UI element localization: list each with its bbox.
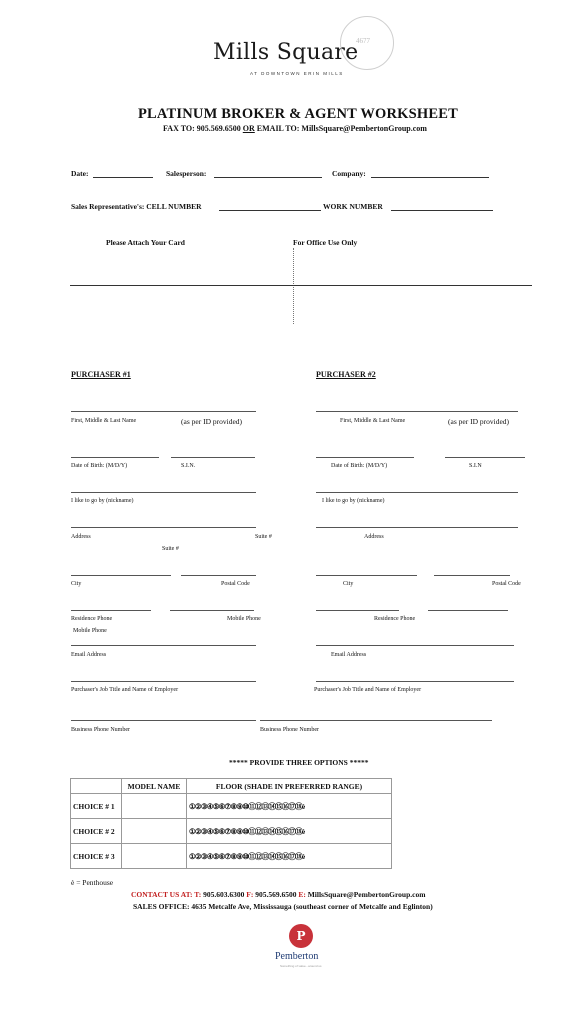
choice-label: CHOICE # 1	[71, 794, 122, 819]
p1-city-field[interactable]	[71, 575, 171, 576]
p2-mobile-field[interactable]	[428, 610, 508, 611]
work-number-label: WORK NUMBER	[323, 202, 383, 211]
model-name-cell[interactable]	[122, 819, 187, 844]
p1-address-field[interactable]	[71, 527, 256, 528]
p2-email-field[interactable]	[316, 645, 514, 646]
date-field[interactable]	[93, 177, 153, 178]
p2-id-note: (as per ID provided)	[448, 417, 510, 426]
company-field[interactable]	[371, 177, 489, 178]
p2-sin-label: S.I.N	[469, 463, 482, 469]
salesperson-field[interactable]	[214, 177, 322, 178]
contact-f-label: F:	[246, 890, 254, 899]
col-floor-header: FLOOR (SHADE IN PREFERRED RANGE)	[187, 779, 392, 794]
brand-seal	[340, 16, 394, 70]
brand-subtitle: AT DOWNTOWN ERIN MILLS	[250, 71, 344, 76]
attach-card-label: Please Attach Your Card	[106, 238, 185, 247]
contact-phone[interactable]: 905.603.6300	[203, 890, 245, 899]
company-label: Company:	[332, 169, 366, 178]
work-number-field[interactable]	[391, 210, 493, 211]
p1-dob-field[interactable]	[71, 457, 159, 458]
floor-range-selector[interactable]: ①②③④⑤⑥⑦⑧⑨⑩⑪⑫⑬⑭⑮⑯⑰⑱è	[187, 844, 392, 869]
pemberton-tagline: Something of value...around us	[280, 964, 322, 968]
floor-range-selector[interactable]: ①②③④⑤⑥⑦⑧⑨⑩⑪⑫⑬⑭⑮⑯⑰⑱è	[187, 819, 392, 844]
choice-row	[71, 844, 392, 869]
p2-name-label: First, Middle & Last Name	[340, 418, 406, 424]
page-title: PLATINUM BROKER & AGENT WORKSHEET	[138, 106, 459, 122]
date-label: Date:	[71, 169, 89, 178]
p2-city-field[interactable]	[316, 575, 417, 576]
floor-range-selector[interactable]: ①②③④⑤⑥⑦⑧⑨⑩⑪⑫⑬⑭⑮⑯⑰⑱è	[187, 794, 392, 819]
p1-job-label: Purchaser's Job Title and Name of Employer	[71, 687, 179, 693]
p2-city-label: City	[343, 581, 354, 587]
seal-number: 4677	[356, 37, 370, 45]
office-use-label: For Office Use Only	[293, 238, 358, 247]
p2-name-field[interactable]	[316, 411, 518, 412]
p2-business-phone-field[interactable]	[260, 720, 492, 721]
p1-business-phone-field[interactable]	[71, 720, 256, 721]
fax-suffix: EMAIL TO: MillsSquare@PembertonGroup.com	[254, 124, 427, 133]
p2-address-field[interactable]	[316, 527, 518, 528]
sales-office-address: SALES OFFICE: 4635 Metcalfe Ave, Mississauga (southeast corner of Metcalfe and Eglinton)	[133, 902, 433, 911]
model-name-cell[interactable]	[122, 844, 187, 869]
p2-res-phone-field[interactable]	[316, 610, 399, 611]
p1-suite-label-secondary: Suite #	[162, 546, 179, 552]
p2-dob-label: Date of Birth: (M/D/Y)	[331, 463, 388, 469]
p2-sin-field[interactable]	[445, 457, 525, 458]
pemberton-logo-icon: P	[289, 924, 313, 948]
p1-nickname-field[interactable]	[71, 492, 256, 493]
p1-mobile-label: Mobile Phone	[227, 616, 261, 622]
penthouse-note: è = Penthouse	[71, 878, 114, 887]
p2-postal-field[interactable]	[434, 575, 510, 576]
p2-job-field[interactable]	[316, 681, 514, 682]
p1-mobile-field[interactable]	[170, 610, 254, 611]
card-office-divider	[293, 248, 294, 324]
contact-fax[interactable]: 905.569.6500	[255, 890, 297, 899]
p1-email-label: Email Address	[71, 652, 107, 658]
p1-email-field[interactable]	[71, 645, 256, 646]
p1-nickname-label: I like to go by (nickname)	[71, 498, 134, 504]
p1-id-note: (as per ID provided)	[181, 417, 243, 426]
choice-row	[71, 819, 392, 844]
p1-sin-field[interactable]	[171, 457, 255, 458]
brand-title: Mills Square	[213, 40, 359, 65]
choices-table	[70, 778, 392, 869]
p1-dob-label: Date of Birth: (M/D/Y)	[71, 463, 128, 469]
cell-number-label: Sales Representative's: CELL NUMBER	[71, 202, 202, 211]
col-model-header: MODEL NAME	[122, 779, 187, 794]
p1-city-label: City	[71, 581, 82, 587]
choice-label: CHOICE # 3	[71, 844, 122, 869]
card-area-line	[70, 285, 532, 286]
p2-dob-field[interactable]	[316, 457, 414, 458]
fax-prefix: FAX TO: 905.569.6500	[163, 124, 243, 133]
p2-res-phone-label: Residence Phone	[374, 616, 416, 622]
purchaser1-heading: PURCHASER #1	[71, 370, 131, 379]
p2-business-phone-label: Business Phone Number	[260, 727, 319, 733]
p1-business-phone-label: Business Phone Number	[71, 727, 130, 733]
contact-email[interactable]: MillsSquare@PembertonGroup.com	[307, 890, 426, 899]
p1-postal-label: Postal Code	[221, 581, 250, 587]
p1-postal-field[interactable]	[181, 575, 256, 576]
choice-label: CHOICE # 2	[71, 819, 122, 844]
p2-job-label: Purchaser's Job Title and Name of Employer	[314, 687, 422, 693]
p2-email-label: Email Address	[331, 652, 367, 658]
p1-name-label: First, Middle & Last Name	[71, 418, 137, 424]
choices-header-row	[71, 779, 392, 794]
p1-job-field[interactable]	[71, 681, 256, 682]
options-heading: ***** PROVIDE THREE OPTIONS *****	[229, 758, 369, 767]
purchaser2-heading: PURCHASER #2	[316, 370, 376, 379]
p2-postal-label: Postal Code	[492, 581, 521, 587]
choice-row	[71, 794, 392, 819]
fax-or: OR	[242, 124, 255, 133]
contact-label: CONTACT US AT:	[131, 890, 193, 899]
p1-res-phone-field[interactable]	[71, 610, 151, 611]
contact-e-label: E:	[298, 890, 306, 899]
salesperson-label: Salesperson:	[166, 169, 207, 178]
p2-nickname-field[interactable]	[316, 492, 518, 493]
choices-corner-cell	[71, 779, 122, 794]
contact-line	[131, 890, 425, 899]
p1-mobile-label-secondary: Mobile Phone	[73, 628, 107, 634]
p2-nickname-label: I like to go by (nickname)	[322, 498, 385, 504]
p1-sin-label: S.I.N.	[181, 463, 196, 469]
model-name-cell[interactable]	[122, 794, 187, 819]
p1-name-field[interactable]	[71, 411, 256, 412]
fax-email-line	[163, 124, 427, 133]
p2-address-label: Address	[364, 534, 384, 540]
cell-number-field[interactable]	[219, 210, 321, 211]
p1-res-phone-label: Residence Phone	[71, 616, 113, 622]
p1-suite-label: Suite #	[255, 534, 272, 540]
p1-address-label: Address	[71, 534, 91, 540]
pemberton-name: Pemberton	[275, 951, 319, 962]
contact-t-label: T:	[194, 890, 202, 899]
